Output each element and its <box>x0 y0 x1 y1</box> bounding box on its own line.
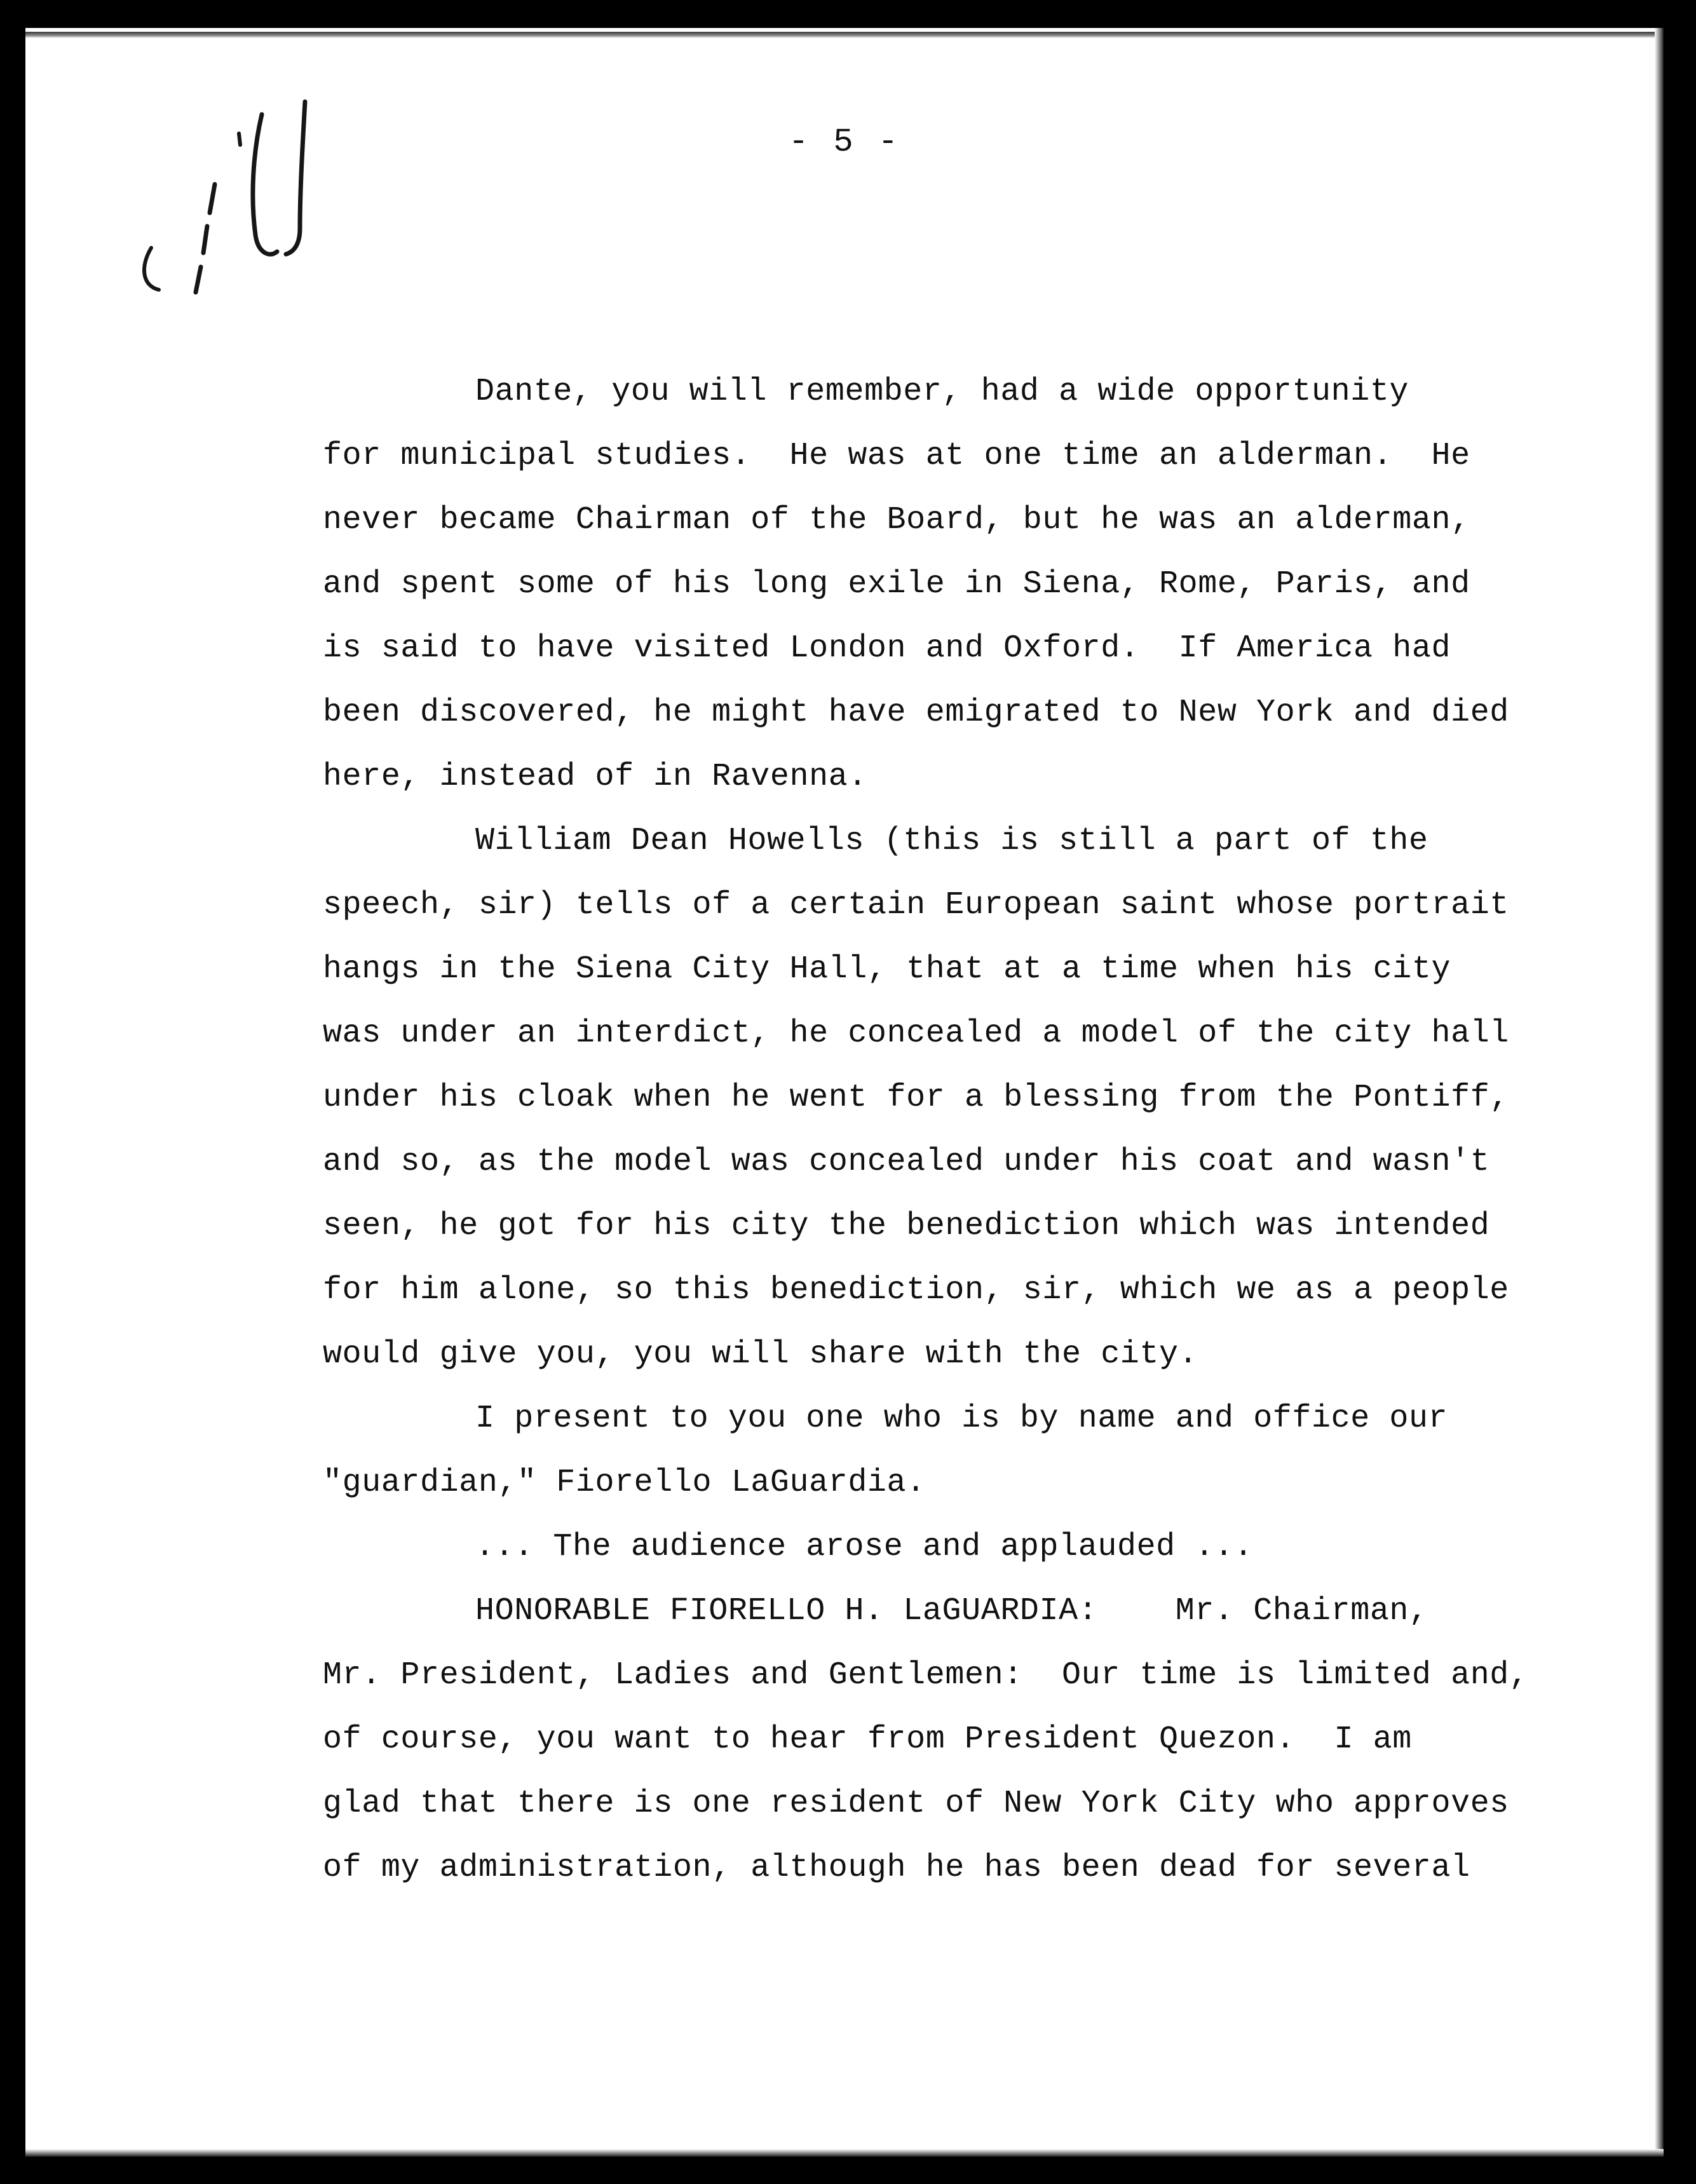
document-page <box>25 28 1664 2157</box>
text-line: under his cloak when he went for a blessing from the Pontiff, <box>323 1080 1509 1116</box>
text-line: ... The audience arose and applauded ... <box>475 1529 1254 1565</box>
text-line: Mr. President, Ladies and Gentlemen: Our time is limited and, <box>323 1657 1529 1693</box>
text-line: and spent some of his long exile in Siena, Rome, Paris, and <box>323 566 1470 602</box>
text-line: glad that there is one resident of New York City who approves <box>323 1786 1509 1822</box>
body-text <box>323 360 1568 1900</box>
text-line: for him alone, so this benediction, sir, which we as a people <box>323 1272 1509 1308</box>
text-line: been discovered, he might have emigrated to New York and died <box>323 695 1509 731</box>
text-line: "guardian," Fiorello LaGuardia. <box>323 1465 926 1501</box>
handwritten-initials-mark <box>114 76 330 330</box>
text-line: never became Chairman of the Board, but he was an alderman, <box>323 502 1470 538</box>
text-line: is said to have visited London and Oxford. If America had <box>323 630 1451 667</box>
text-line: was under an interdict, he concealed a model of the city hall <box>323 1015 1509 1052</box>
text-line: Dante, you will remember, had a wide opportunity <box>475 374 1409 410</box>
text-line: of course, you want to hear from President Quezon. I am <box>323 1721 1412 1758</box>
scan-top-edge <box>25 32 1664 38</box>
text-line: I present to you one who is by name and office our <box>475 1401 1448 1437</box>
text-line: for municipal studies. He was at one time an alderman. He <box>323 438 1470 474</box>
page-number: - 5 - <box>788 123 901 161</box>
text-line: here, instead of in Ravenna. <box>323 759 867 795</box>
text-line: William Dean Howells (this is still a part of the <box>475 823 1428 859</box>
scan-bottom-edge <box>25 2149 1664 2157</box>
text-line: of my administration, although he has been dead for several <box>323 1850 1470 1886</box>
text-line: speech, sir) tells of a certain European saint whose portrait <box>323 887 1509 923</box>
text-line: HONORABLE FIORELLO H. LaGUARDIA: Mr. Chairman, <box>475 1593 1428 1629</box>
scan-right-edge <box>1655 28 1664 2157</box>
text-line: and so, as the model was concealed under his coat and wasn't <box>323 1144 1490 1180</box>
text-line: seen, he got for his city the benediction which was intended <box>323 1208 1490 1244</box>
text-line: hangs in the Siena City Hall, that at a time when his city <box>323 951 1451 987</box>
text-line: would give you, you will share with the city. <box>323 1336 1198 1373</box>
